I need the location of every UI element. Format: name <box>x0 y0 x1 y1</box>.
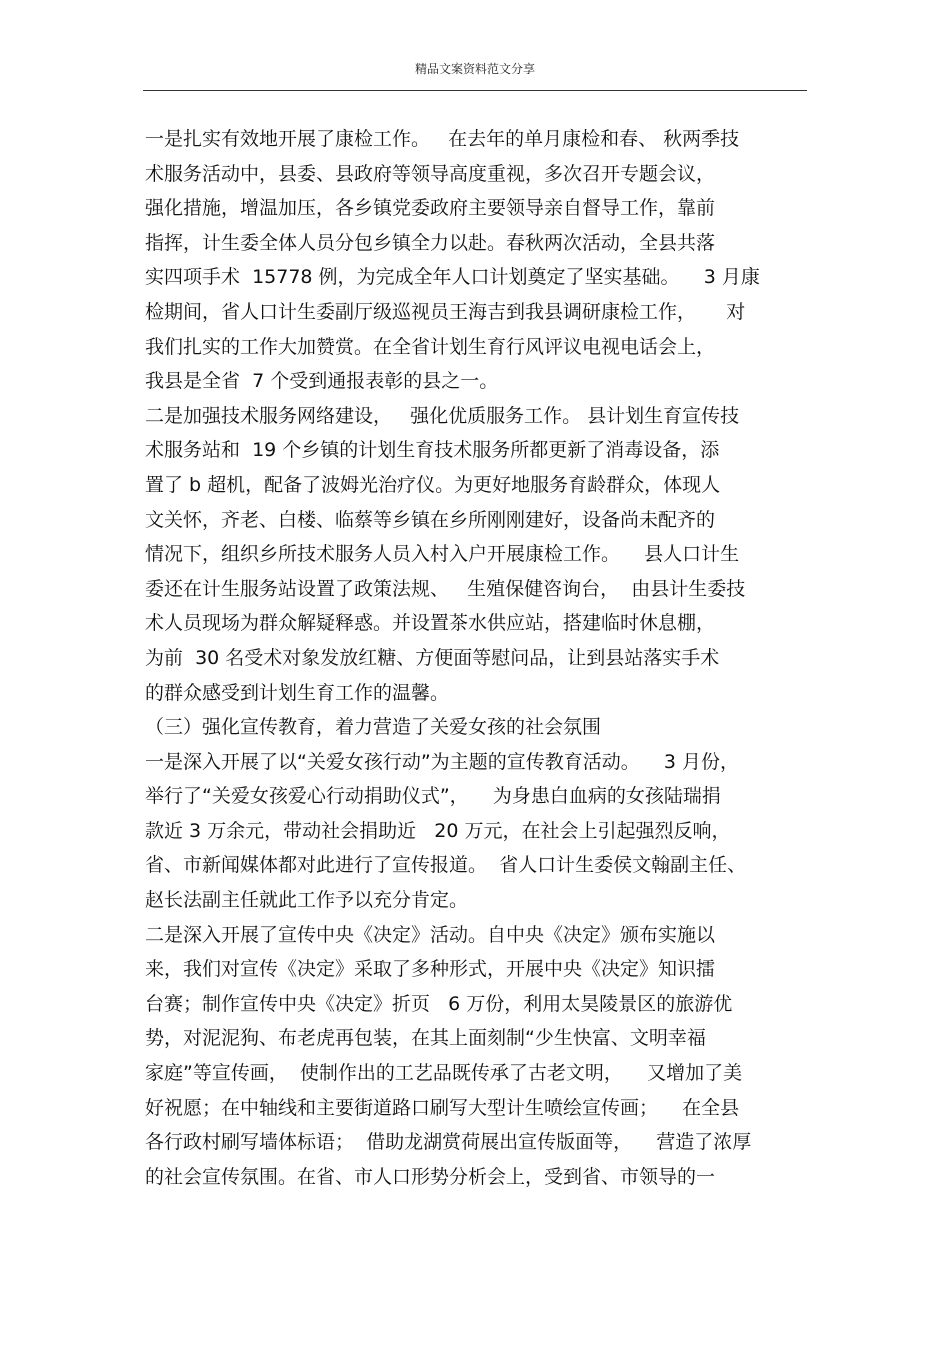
page-header: 精品文案资料范文分享 <box>414 62 535 76</box>
text-line: 一是扎实有效地开展了康检工作。 在去年的单月康检和春、 秋两季技 <box>145 128 740 150</box>
text-line: 款近 3 万余元，带动社会捐助近 20 万元，在社会上引起强烈反响， <box>145 819 731 842</box>
text-line: 台赛；制作宣传中央《决定》折页 6 万份，利用太昊陵景区的旅游优 <box>145 992 733 1015</box>
text-line: 为前 30 名受术对象发放红糖、方便面等慰问品，让到县站落实手术 <box>145 646 720 669</box>
text-line: 二是加强技术服务网络建设， 强化优质服务工作。 县计划生育宣传技 <box>145 404 740 427</box>
text-line: 指挥，计生委全体人员分包乡镇全力以赴。春秋两次活动，全县共落 <box>145 231 716 254</box>
text-line: 各行政村刷写墙体标语； 借助龙湖赏荷展出宣传版面等， 营造了浓厚 <box>145 1131 752 1154</box>
text-line: 术人员现场为群众解疑释惑。并设置茶水供应站，搭建临时休息棚， <box>145 612 716 635</box>
text-line: 一是深入开展了以“关爱女孩行动”为主题的宣传教育活动。 3 月份， <box>145 750 739 773</box>
text-line: 家庭”等宣传画， 使制作出的工艺品既传承了古老文明， 又增加了美 <box>145 1062 743 1085</box>
text-line: 委还在计生服务站设置了政策法规、 生殖保健咨询台， 由县计生委技 <box>145 577 746 600</box>
text-line: 的群众感受到计划生育工作的温馨。 <box>145 681 450 704</box>
text-line: 好祝愿；在中轴线和主要街道路口刷写大型计生喷绘宣传画； 在全县 <box>145 1096 740 1119</box>
document-body <box>145 122 810 1194</box>
text-line: （三）强化宣传教育，着力营造了关爱女孩的社会氛围 <box>145 716 602 739</box>
text-line: 实四项手术 15778 例，为完成全年人口计划奠定了坚实基础。 3 月康 <box>145 266 760 289</box>
text-line: 情况下，组织乡所技术服务人员入村入户开展康检工作。 县人口计生 <box>145 543 740 566</box>
text-line: 赵长法副主任就此工作予以充分肯定。 <box>145 889 469 912</box>
text-line: 的社会宣传氛围。在省、市人口形势分析会上，受到省、市领导的一 <box>145 1165 716 1188</box>
text-line: 省、市新闻媒体都对此进行了宣传报道。 省人口计生委侯文翰副主任、 <box>145 854 747 877</box>
text-line: 检期间，省人口计生委副厅级巡视员王海吉到我县调研康检工作， 对 <box>145 300 746 323</box>
text-line: 置了 b 超机，配备了波姆光治疗仪。为更好地服务育龄群众，体现人 <box>145 473 721 496</box>
header-divider <box>143 90 807 91</box>
text-line: 来，我们对宣传《决定》采取了多种形式，开展中央《决定》知识擂 <box>145 958 716 981</box>
text-line: 我县是全省 7 个受到通报表彰的县之一。 <box>145 370 499 393</box>
text-line: 势，对泥泥狗、布老虎再包装，在其上面刻制“少生快富、文明幸福 <box>145 1027 706 1050</box>
text-line: 术服务站和 19 个乡镇的计划生育技术服务所都更新了消毒设备，添 <box>145 439 720 462</box>
text-line: 我们扎实的工作大加赞赏。在全省计划生育行风评议电视电话会上， <box>145 335 716 358</box>
text-line: 强化措施，增温加压，各乡镇党委政府主要领导亲自督导工作，靠前 <box>145 197 716 220</box>
text-line: 二是深入开展了宣传中央《决定》活动。自中央《决定》颁布实施以 <box>145 923 716 946</box>
text-line: 文关怀，齐老、白楼、临蔡等乡镇在乡所刚刚建好，设备尚未配齐的 <box>145 508 716 531</box>
text-line: 举行了“关爱女孩爱心行动捐助仪式”， 为身患白血病的女孩陆瑞捐 <box>145 785 721 808</box>
text-line: 术服务活动中，县委、县政府等领导高度重视，多次召开专题会议， <box>145 162 716 185</box>
